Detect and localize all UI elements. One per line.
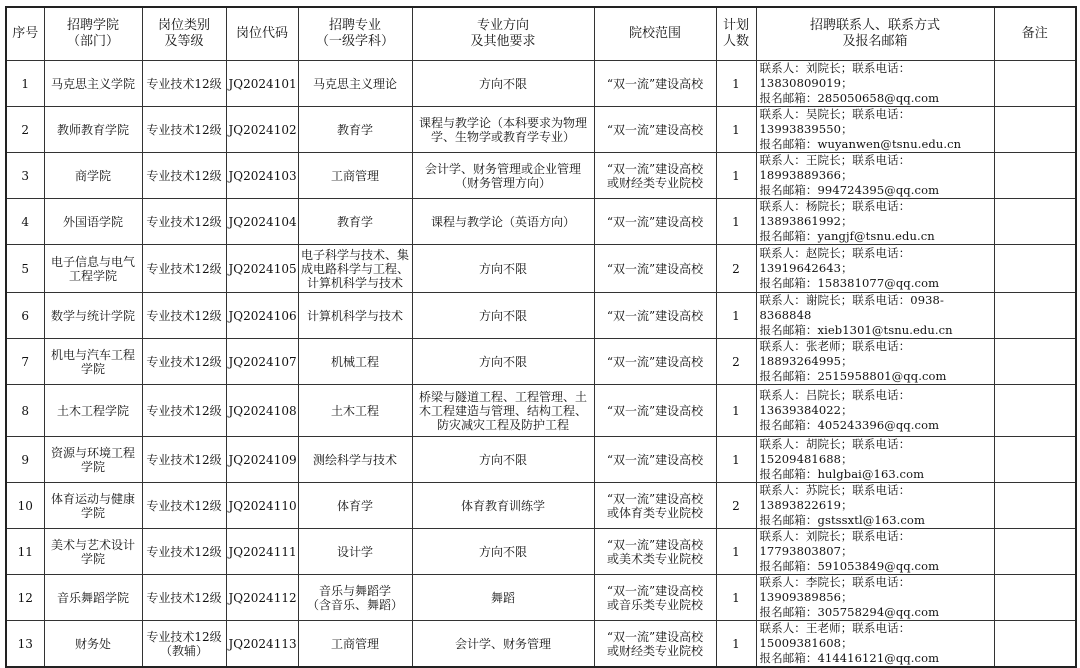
cell-major: 电子科学与技术、集 成电路科学与工程、 计算机科学与技术 <box>298 245 412 293</box>
cell-dept: 资源与环境工程 学院 <box>44 437 142 483</box>
cell-contact: 联系人：刘院长；联系电话：13830809019； 报名邮箱：285050658@qq.com <box>756 61 994 107</box>
cell-direction: 方向不限 <box>412 293 594 339</box>
cell-university-scope: “双一流”建设高校 <box>594 437 716 483</box>
cell-direction: 会计学、财务管理或企业管理 （财务管理方向） <box>412 153 594 199</box>
cell-university-scope: “双一流”建设高校 或财经类专业院校 <box>594 153 716 199</box>
cell-count: 1 <box>716 437 756 483</box>
cell-major: 马克思主义理论 <box>298 61 412 107</box>
cell-university-scope: “双一流”建设高校 <box>594 107 716 153</box>
recruitment-table <box>5 6 1077 668</box>
cell-position-type: 专业技术12级 <box>142 529 226 575</box>
cell-university-scope: “双一流”建设高校 <box>594 339 716 385</box>
cell-dept: 马克思主义学院 <box>44 61 142 107</box>
cell-position-type: 专业技术12级 <box>142 245 226 293</box>
cell-major: 教育学 <box>298 199 412 245</box>
header-cell: 招聘学院 （部门） <box>44 7 142 61</box>
recruitment-table-container <box>5 6 1077 668</box>
cell-university-scope: “双一流”建设高校 或音乐类专业院校 <box>594 575 716 621</box>
table-row <box>6 199 1076 245</box>
cell-position-type: 专业技术12级 <box>142 293 226 339</box>
cell-direction: 桥梁与隧道工程、工程管理、土 木工程建造与管理、结构工程、 防灾减灾工程及防护工程 <box>412 385 594 437</box>
cell-count: 1 <box>716 153 756 199</box>
cell-major: 工商管理 <box>298 621 412 668</box>
cell-position-type: 专业技术12级 <box>142 153 226 199</box>
cell-direction: 方向不限 <box>412 529 594 575</box>
cell-contact: 联系人：王老师；联系电话：15009381608； 报名邮箱：414416121@qq.com <box>756 621 994 668</box>
cell-contact: 联系人：吕院长；联系电话：13639384022； 报名邮箱：405243396@qq.com <box>756 385 994 437</box>
cell-dept: 数学与统计学院 <box>44 293 142 339</box>
cell-count: 1 <box>716 107 756 153</box>
cell-position-type: 专业技术12级 （教辅） <box>142 621 226 668</box>
cell-count: 1 <box>716 293 756 339</box>
cell-no: 10 <box>6 483 44 529</box>
cell-note <box>994 437 1076 483</box>
cell-position-type: 专业技术12级 <box>142 483 226 529</box>
cell-code: JQ2024102 <box>226 107 298 153</box>
header-cell: 院校范围 <box>594 7 716 61</box>
cell-no: 5 <box>6 245 44 293</box>
cell-dept: 体育运动与健康 学院 <box>44 483 142 529</box>
cell-no: 12 <box>6 575 44 621</box>
cell-code: JQ2024113 <box>226 621 298 668</box>
cell-dept: 电子信息与电气 工程学院 <box>44 245 142 293</box>
cell-count: 1 <box>716 529 756 575</box>
cell-university-scope: “双一流”建设高校 <box>594 61 716 107</box>
cell-count: 2 <box>716 339 756 385</box>
cell-count: 1 <box>716 199 756 245</box>
cell-no: 3 <box>6 153 44 199</box>
cell-major: 计算机科学与技术 <box>298 293 412 339</box>
table-row <box>6 529 1076 575</box>
table-row <box>6 153 1076 199</box>
cell-dept: 机电与汽车工程 学院 <box>44 339 142 385</box>
cell-no: 8 <box>6 385 44 437</box>
cell-count: 1 <box>716 575 756 621</box>
cell-note <box>994 529 1076 575</box>
cell-major: 设计学 <box>298 529 412 575</box>
cell-major: 机械工程 <box>298 339 412 385</box>
cell-university-scope: “双一流”建设高校 <box>594 385 716 437</box>
table-row <box>6 245 1076 293</box>
cell-position-type: 专业技术12级 <box>142 61 226 107</box>
table-row <box>6 339 1076 385</box>
cell-code: JQ2024101 <box>226 61 298 107</box>
cell-major: 教育学 <box>298 107 412 153</box>
cell-note <box>994 339 1076 385</box>
table-row <box>6 293 1076 339</box>
cell-direction: 课程与教学论（本科要求为物理 学、生物学或教育学专业） <box>412 107 594 153</box>
table-row <box>6 61 1076 107</box>
cell-position-type: 专业技术12级 <box>142 339 226 385</box>
cell-contact: 联系人：吴院长；联系电话：13993839550； 报名邮箱：wuyanwen@tsnu.edu.cn <box>756 107 994 153</box>
cell-contact: 联系人：刘院长；联系电话：17793803807； 报名邮箱：591053849@qq.com <box>756 529 994 575</box>
cell-dept: 美术与艺术设计 学院 <box>44 529 142 575</box>
cell-major: 体育学 <box>298 483 412 529</box>
cell-count: 1 <box>716 61 756 107</box>
cell-contact: 联系人：杨院长；联系电话：13893861992； 报名邮箱：yangjf@tsnu.edu.cn <box>756 199 994 245</box>
cell-code: JQ2024111 <box>226 529 298 575</box>
cell-code: JQ2024103 <box>226 153 298 199</box>
cell-position-type: 专业技术12级 <box>142 437 226 483</box>
cell-major: 土木工程 <box>298 385 412 437</box>
cell-note <box>994 153 1076 199</box>
cell-dept: 财务处 <box>44 621 142 668</box>
cell-code: JQ2024105 <box>226 245 298 293</box>
cell-university-scope: “双一流”建设高校 或美术类专业院校 <box>594 529 716 575</box>
header-cell: 岗位类别 及等级 <box>142 7 226 61</box>
header-cell: 序号 <box>6 7 44 61</box>
cell-university-scope: “双一流”建设高校 <box>594 245 716 293</box>
cell-no: 1 <box>6 61 44 107</box>
cell-note <box>994 199 1076 245</box>
cell-no: 7 <box>6 339 44 385</box>
cell-direction: 方向不限 <box>412 61 594 107</box>
table-row <box>6 107 1076 153</box>
cell-position-type: 专业技术12级 <box>142 575 226 621</box>
cell-contact: 联系人：张老师；联系电话：18893264995； 报名邮箱：2515958801@qq.com <box>756 339 994 385</box>
cell-count: 1 <box>716 621 756 668</box>
cell-direction: 方向不限 <box>412 245 594 293</box>
cell-major: 工商管理 <box>298 153 412 199</box>
header-cell: 备注 <box>994 7 1076 61</box>
table-header-row <box>6 7 1076 61</box>
cell-direction: 方向不限 <box>412 339 594 385</box>
cell-position-type: 专业技术12级 <box>142 199 226 245</box>
header-cell: 计划 人数 <box>716 7 756 61</box>
cell-note <box>994 61 1076 107</box>
cell-dept: 外国语学院 <box>44 199 142 245</box>
cell-major: 测绘科学与技术 <box>298 437 412 483</box>
table-row <box>6 385 1076 437</box>
cell-count: 2 <box>716 483 756 529</box>
cell-code: JQ2024107 <box>226 339 298 385</box>
header-cell: 岗位代码 <box>226 7 298 61</box>
cell-code: JQ2024110 <box>226 483 298 529</box>
cell-no: 4 <box>6 199 44 245</box>
cell-note <box>994 621 1076 668</box>
table-row <box>6 483 1076 529</box>
cell-code: JQ2024112 <box>226 575 298 621</box>
cell-note <box>994 483 1076 529</box>
cell-direction: 舞蹈 <box>412 575 594 621</box>
cell-code: JQ2024106 <box>226 293 298 339</box>
cell-university-scope: “双一流”建设高校 或财经类专业院校 <box>594 621 716 668</box>
cell-note <box>994 293 1076 339</box>
table-row <box>6 437 1076 483</box>
cell-position-type: 专业技术12级 <box>142 385 226 437</box>
cell-count: 2 <box>716 245 756 293</box>
cell-code: JQ2024109 <box>226 437 298 483</box>
cell-count: 1 <box>716 385 756 437</box>
cell-contact: 联系人：胡院长；联系电话：15209481688； 报名邮箱：hulgbai@163.com <box>756 437 994 483</box>
cell-dept: 音乐舞蹈学院 <box>44 575 142 621</box>
cell-code: JQ2024108 <box>226 385 298 437</box>
cell-no: 9 <box>6 437 44 483</box>
cell-contact: 联系人：赵院长；联系电话：13919642643； 报名邮箱：158381077@qq.com <box>756 245 994 293</box>
cell-dept: 土木工程学院 <box>44 385 142 437</box>
header-cell: 专业方向 及其他要求 <box>412 7 594 61</box>
cell-contact: 联系人：王院长；联系电话：18993889366； 报名邮箱：994724395@qq.com <box>756 153 994 199</box>
cell-no: 2 <box>6 107 44 153</box>
cell-direction: 会计学、财务管理 <box>412 621 594 668</box>
cell-code: JQ2024104 <box>226 199 298 245</box>
cell-no: 11 <box>6 529 44 575</box>
cell-contact: 联系人：苏院长；联系电话：13893822619； 报名邮箱：gstssxtl@163.com <box>756 483 994 529</box>
header-cell: 招聘联系人、联系方式 及报名邮箱 <box>756 7 994 61</box>
cell-university-scope: “双一流”建设高校 或体育类专业院校 <box>594 483 716 529</box>
cell-contact: 联系人：谢院长；联系电话：0938-8368848 报名邮箱：xieb1301@tsnu.edu.cn <box>756 293 994 339</box>
cell-note <box>994 107 1076 153</box>
cell-direction: 方向不限 <box>412 437 594 483</box>
cell-no: 6 <box>6 293 44 339</box>
cell-note <box>994 385 1076 437</box>
cell-direction: 体育教育训练学 <box>412 483 594 529</box>
header-cell: 招聘专业 （一级学科） <box>298 7 412 61</box>
cell-university-scope: “双一流”建设高校 <box>594 293 716 339</box>
cell-major: 音乐与舞蹈学 （含音乐、舞蹈） <box>298 575 412 621</box>
cell-position-type: 专业技术12级 <box>142 107 226 153</box>
cell-dept: 商学院 <box>44 153 142 199</box>
cell-note <box>994 245 1076 293</box>
table-row <box>6 621 1076 668</box>
cell-no: 13 <box>6 621 44 668</box>
table-body <box>6 61 1076 668</box>
cell-contact: 联系人：李院长；联系电话：13909389856； 报名邮箱：305758294@qq.com <box>756 575 994 621</box>
cell-dept: 教师教育学院 <box>44 107 142 153</box>
cell-university-scope: “双一流”建设高校 <box>594 199 716 245</box>
cell-direction: 课程与教学论（英语方向） <box>412 199 594 245</box>
